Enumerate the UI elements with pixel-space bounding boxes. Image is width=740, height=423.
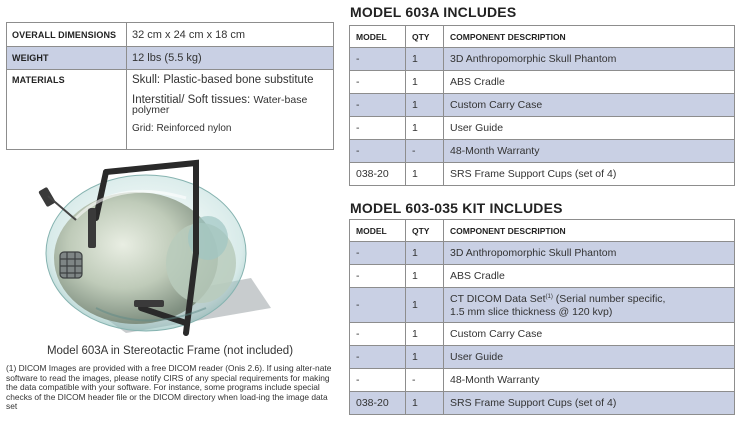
section-title-603-035: MODEL 603-035 KIT INCLUDES [350, 200, 563, 216]
table-row [350, 48, 735, 71]
cell-qty: 1 [406, 265, 444, 288]
cell-description: ABS Cradle [444, 71, 735, 94]
spec-value: 12 lbs (5.5 kg) [127, 47, 334, 70]
table-row [350, 94, 735, 117]
cell-description: User Guide [444, 346, 735, 369]
cell-model: - [350, 323, 406, 346]
cell-description: 48-Month Warranty [444, 369, 735, 392]
material-interstitial-value-cont: polymer [132, 104, 170, 116]
table-header-row [350, 26, 735, 48]
cell-model: 038-20 [350, 163, 406, 186]
table-row [350, 392, 735, 415]
cell-description: 3D Anthropomorphic Skull Phantom [444, 48, 735, 71]
column-header-description: COMPONENT DESCRIPTION [444, 220, 735, 242]
skull-phantom-photo [36, 158, 316, 338]
cell-description: SRS Frame Support Cups (set of 4) [444, 163, 735, 186]
cell-qty: 1 [406, 242, 444, 265]
description-text: CT DICOM Data Set [450, 293, 546, 305]
cell-qty: 1 [406, 288, 444, 323]
section-title-603a: MODEL 603A INCLUDES [350, 4, 517, 20]
cell-model: 038-20 [350, 392, 406, 415]
table-row [350, 117, 735, 140]
material-grid: Grid: Reinforced nylon [132, 123, 232, 134]
cell-model: - [350, 346, 406, 369]
spec-row-weight [7, 47, 334, 70]
cell-model: - [350, 71, 406, 94]
material-skull: Skull: Plastic-based bone substitute [132, 74, 314, 86]
cell-model: - [350, 48, 406, 71]
table-row [350, 288, 735, 323]
cell-description: Custom Carry Case [444, 94, 735, 117]
cell-description: User Guide [444, 117, 735, 140]
spec-value-materials [127, 70, 334, 150]
table-row [350, 163, 735, 186]
cell-description [444, 288, 735, 323]
column-header-model: MODEL [350, 220, 406, 242]
column-header-model: MODEL [350, 26, 406, 48]
cell-model: - [350, 288, 406, 323]
specifications-table [6, 22, 334, 150]
spec-label: OVERALL DIMENSIONS [7, 23, 127, 47]
table-row [350, 369, 735, 392]
footnote-marker: (1) [545, 294, 553, 300]
cell-model: - [350, 94, 406, 117]
cell-qty: 1 [406, 117, 444, 140]
cell-description: SRS Frame Support Cups (set of 4) [444, 392, 735, 415]
table-row [350, 323, 735, 346]
spec-label: MATERIALS [7, 70, 127, 150]
table-header-row [350, 220, 735, 242]
column-header-description: COMPONENT DESCRIPTION [444, 26, 735, 48]
includes-table-603a [349, 25, 735, 186]
material-interstitial-label: Interstitial/ Soft tissues: [132, 94, 254, 106]
cell-qty: - [406, 140, 444, 163]
cell-qty: 1 [406, 94, 444, 117]
footnote: (1) DICOM Images are provided with a free DICOM reader (Onis 2.6). If using alter-nate software to read the images, please notify CIRS of any special requirements for making the data compatible with your software. For instance, some programs include special checks of the DICOM header file or the DICOM directory when load-ing the image data set [6, 363, 332, 411]
cell-qty: 1 [406, 323, 444, 346]
cell-description: 48-Month Warranty [444, 140, 735, 163]
cell-model: - [350, 242, 406, 265]
column-header-qty: QTY [406, 220, 444, 242]
column-header-qty: QTY [406, 26, 444, 48]
cell-description: Custom Carry Case [444, 323, 735, 346]
spec-value: 32 cm x 24 cm x 18 cm [127, 23, 334, 47]
spec-row-materials [7, 70, 334, 150]
cell-description: 3D Anthropomorphic Skull Phantom [444, 242, 735, 265]
cell-model: - [350, 117, 406, 140]
cell-qty: 1 [406, 392, 444, 415]
cell-description: ABS Cradle [444, 265, 735, 288]
cell-model: - [350, 140, 406, 163]
table-row [350, 265, 735, 288]
table-row [350, 242, 735, 265]
table-row [350, 71, 735, 94]
material-interstitial-value: Water-base [253, 94, 308, 106]
spec-row-dimensions [7, 23, 334, 47]
table-row [350, 346, 735, 369]
cell-model: - [350, 369, 406, 392]
spec-label: WEIGHT [7, 47, 127, 70]
material-interstitial [132, 95, 328, 115]
cell-qty: 1 [406, 163, 444, 186]
cell-qty: 1 [406, 71, 444, 94]
description-text-cont: (Serial number specific, [552, 293, 666, 305]
cell-model: - [350, 265, 406, 288]
description-text-line2: 1.5 mm slice thickness @ 120 kvp) [450, 306, 613, 318]
cell-qty: 1 [406, 48, 444, 71]
includes-table-603-035 [349, 219, 735, 415]
cell-qty: - [406, 369, 444, 392]
table-row [350, 140, 735, 163]
figure-caption: Model 603A in Stereotactic Frame (not included) [46, 345, 294, 357]
cell-qty: 1 [406, 346, 444, 369]
